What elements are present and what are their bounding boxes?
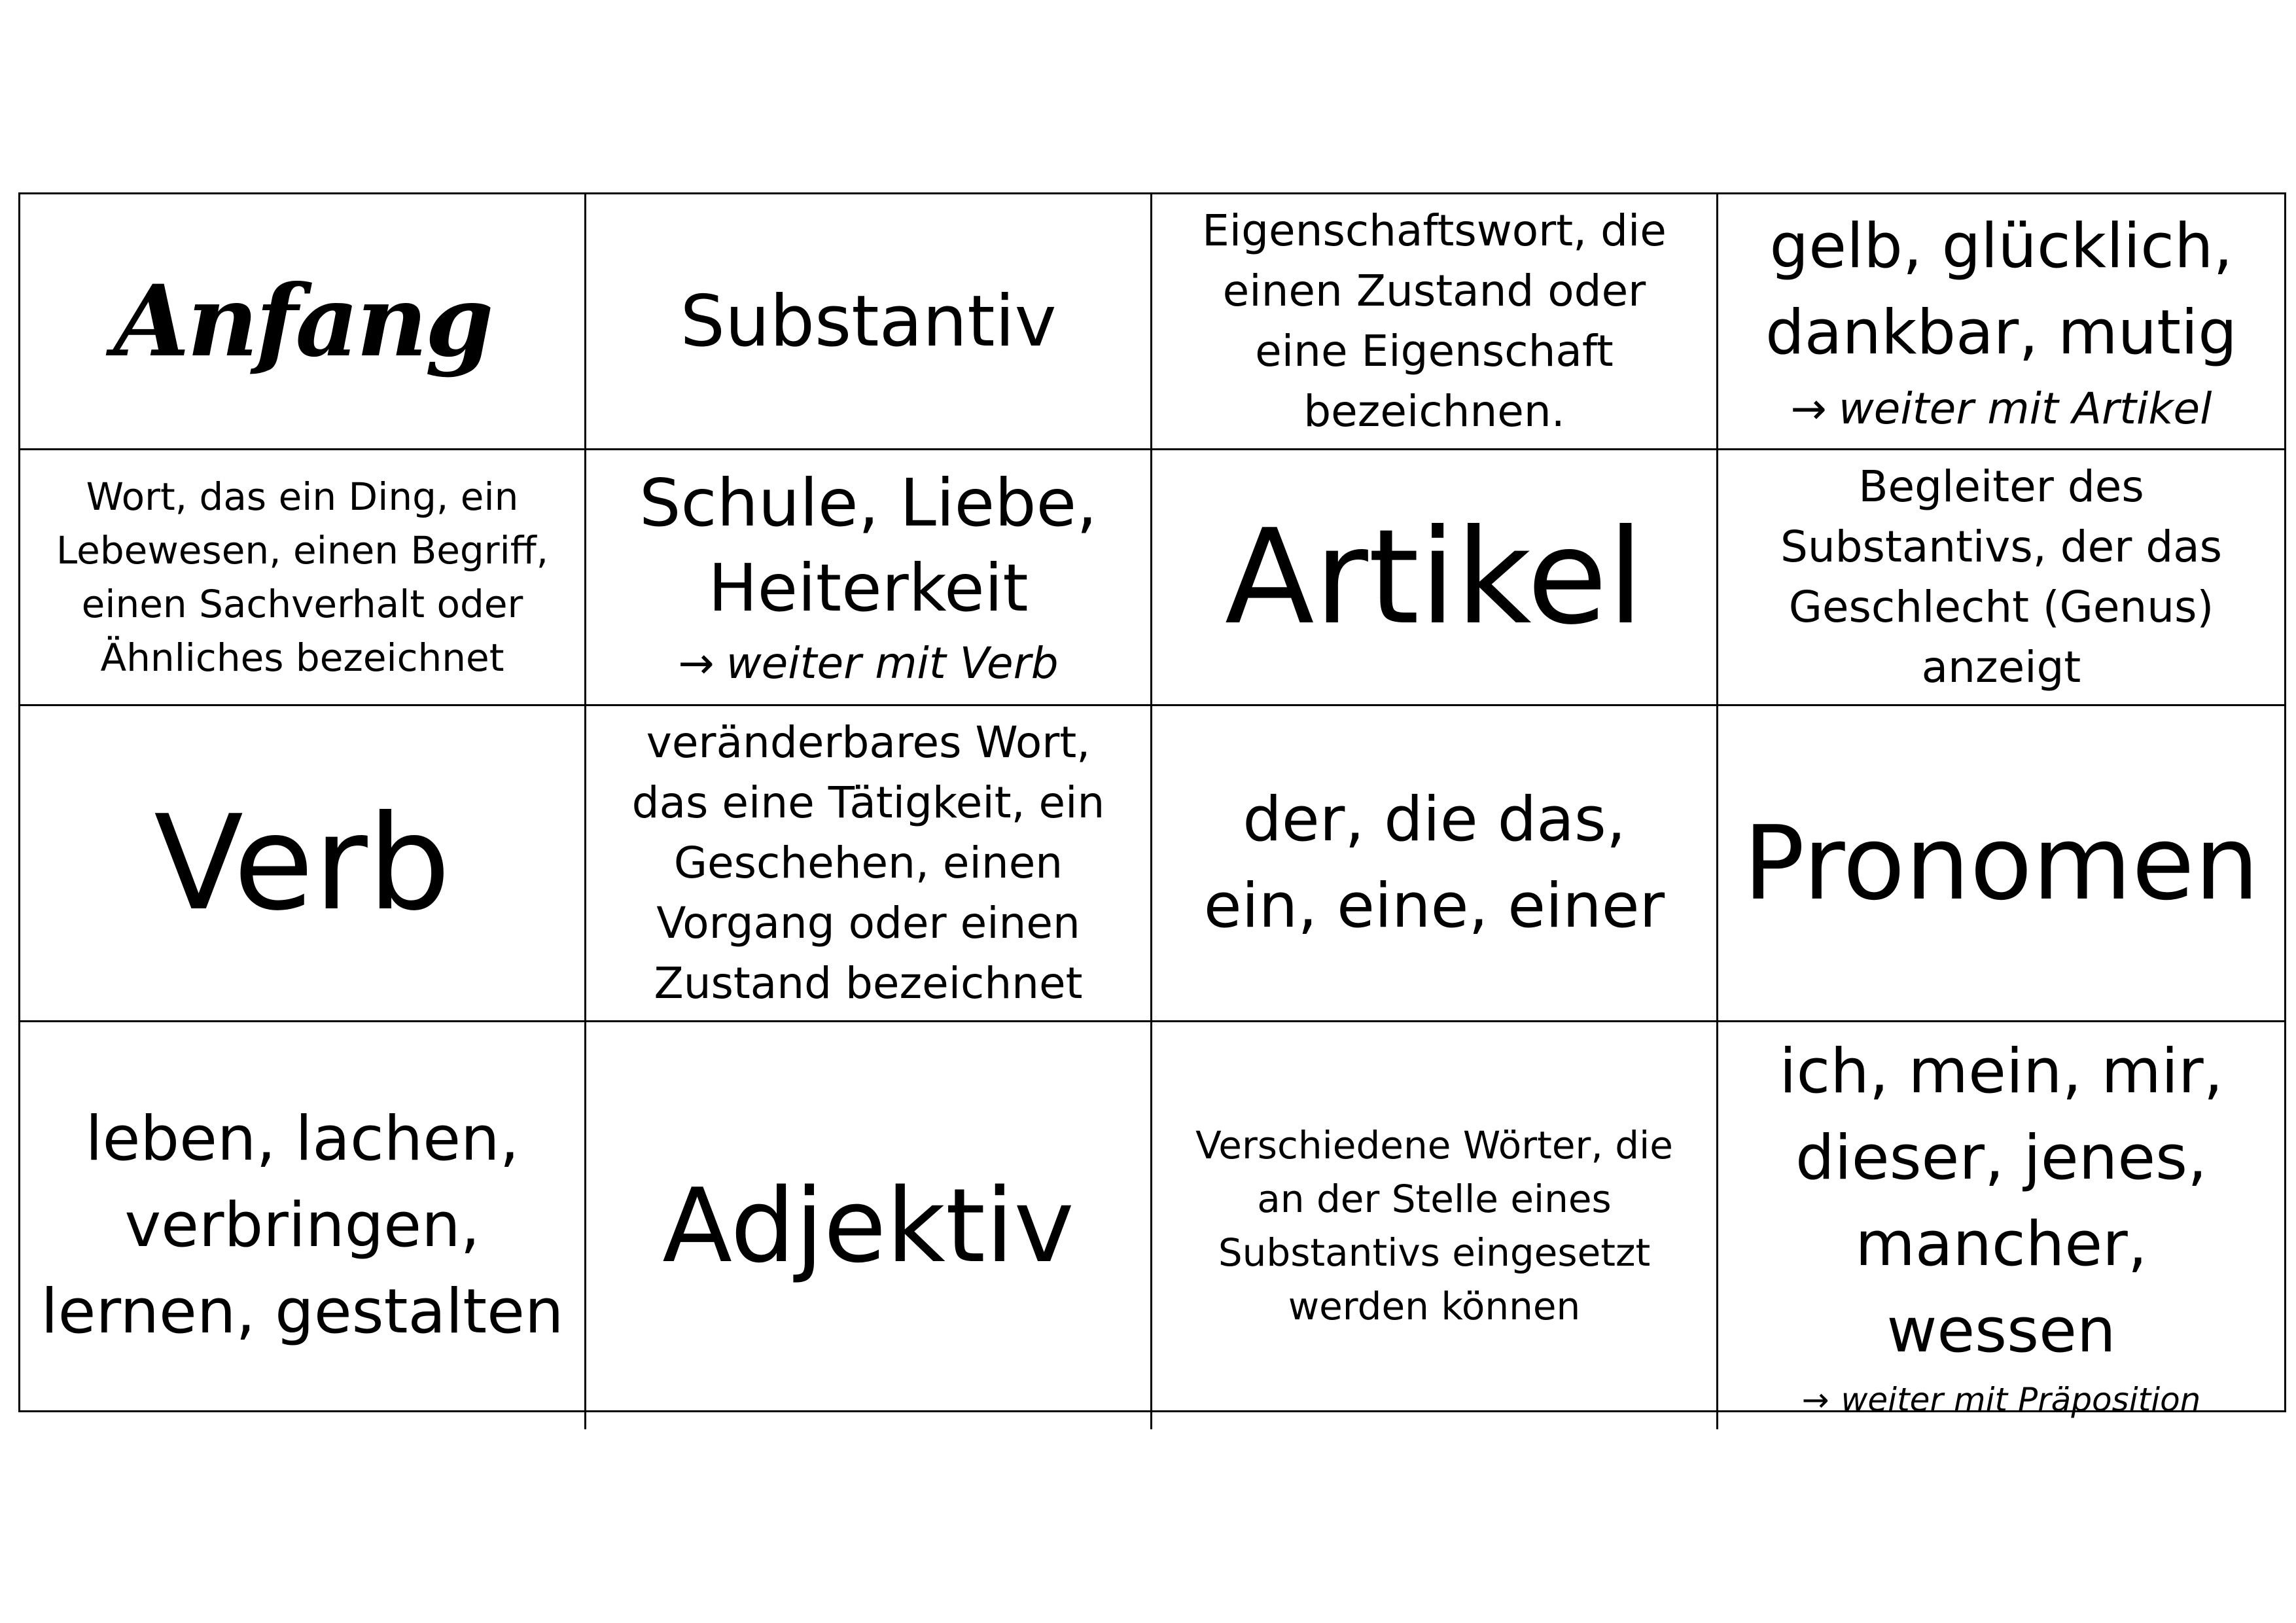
card-line: leben, lachen,	[85, 1103, 520, 1175]
card-line: einen Sachverhalt oder	[81, 582, 523, 626]
card-hint	[1791, 379, 2212, 439]
card-definition-verb	[586, 706, 1152, 1022]
card-line: anzeigt	[1921, 642, 2081, 692]
hint-text: weiter mit Präposition	[1841, 1381, 2201, 1419]
hint-text: weiter mit Verb	[726, 638, 1059, 688]
card-line: Begleiter des	[1858, 461, 2144, 512]
card-line: eine Eigenschaft	[1255, 326, 1614, 376]
card-line: Eigenschaftswort, die	[1202, 205, 1667, 256]
arrow-right-icon: →	[1801, 1381, 1829, 1419]
card-line: ein, eine, einer	[1203, 870, 1665, 942]
card-term: Adjektiv	[662, 1166, 1074, 1285]
card-line: verbringen,	[124, 1190, 480, 1261]
card-start	[20, 194, 586, 450]
card-line: dieser, jenes,	[1795, 1122, 2208, 1194]
card-title: Anfang	[113, 264, 491, 379]
card-line: bezeichnen.	[1303, 386, 1565, 437]
card-examples-pronomen	[1718, 1022, 2284, 1429]
card-line: Zustand bezeichnet	[654, 958, 1083, 1008]
card-line: Wort, das ein Ding, ein	[86, 474, 519, 519]
card-line: Ähnliches bezeichnet	[100, 635, 504, 680]
card-line: werden können	[1288, 1284, 1581, 1329]
card-line: Geschehen, einen	[673, 838, 1063, 888]
card-term-substantiv	[586, 194, 1152, 450]
card-line: einen Zustand oder	[1222, 266, 1646, 316]
card-term: Substantiv	[680, 280, 1057, 363]
card-line: lernen, gestalten	[41, 1276, 564, 1347]
card-definition-substantiv	[20, 450, 586, 706]
card-line: Vorgang oder einen	[656, 898, 1080, 948]
card-examples-verb	[20, 1022, 586, 1429]
card-term: Verb	[154, 787, 451, 940]
card-line: dankbar, mutig	[1765, 297, 2237, 368]
card-line: Substantivs, der das	[1780, 522, 2223, 572]
card-line: mancher, wessen	[1855, 1209, 2147, 1366]
card-line: Heiterkeit	[708, 550, 1029, 626]
card-examples-artikel	[1152, 706, 1718, 1022]
card-term-pronomen	[1718, 706, 2284, 1022]
card-definition-adjektiv	[1152, 194, 1718, 450]
card-definition-artikel	[1718, 450, 2284, 706]
card-hint	[678, 633, 1058, 694]
card-line: Lebewesen, einen Begriff,	[56, 528, 549, 573]
card-line: veränderbares Wort,	[646, 717, 1091, 768]
card-line: Geschlecht (Genus)	[1788, 582, 2214, 632]
card-term-artikel	[1152, 450, 1718, 706]
card-hint	[1802, 1377, 2201, 1423]
card-line: ich, mein, mir,	[1779, 1036, 2223, 1107]
card-term-adjektiv	[586, 1022, 1152, 1429]
card-line: Schule, Liebe,	[639, 465, 1097, 541]
arrow-right-icon: →	[678, 638, 715, 688]
card-line: Verschiedene Wörter, die	[1195, 1123, 1673, 1168]
arrow-right-icon: →	[1790, 383, 1827, 434]
domino-card-grid	[18, 192, 2286, 1419]
card-term: Artikel	[1224, 501, 1644, 654]
card-examples-adjektiv	[1718, 194, 2284, 450]
card-line: gelb, glücklich,	[1769, 211, 2233, 282]
card-definition-pronomen	[1152, 1022, 1718, 1429]
card-term-verb	[20, 706, 586, 1022]
hint-text: weiter mit Artikel	[1838, 383, 2212, 434]
card-line: Substantivs eingesetzt	[1218, 1230, 1651, 1275]
card-examples-substantiv	[586, 450, 1152, 706]
card-line: das eine Tätigkeit, ein	[631, 777, 1105, 828]
card-line: an der Stelle eines	[1257, 1177, 1612, 1221]
card-line: der, die das,	[1243, 784, 1626, 855]
card-term: Pronomen	[1743, 804, 2259, 923]
